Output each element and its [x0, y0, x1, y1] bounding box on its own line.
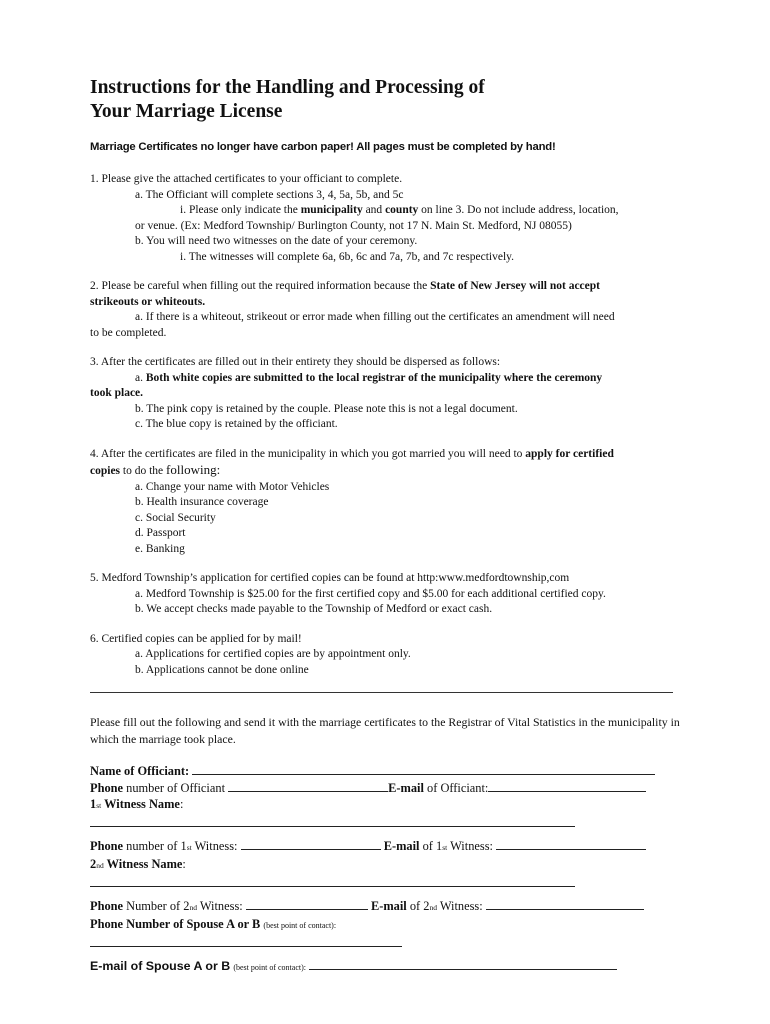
list-item: e. Banking — [135, 542, 185, 555]
officiant-phone-field[interactable] — [228, 779, 388, 792]
section-6: 6. Certified copies can be applied for by mail! a. Applications for certified copies are by appointment only. b. Applications cannot be done online — [90, 632, 411, 676]
witness2-name-field[interactable] — [90, 874, 575, 887]
section-5: 5. Medford Township’s application for certified copies can be found at http:www.medfordtownship,com a. Medford Township is $25.00 for the first certified copy and $5.00 for each additional certified copy. b. We accept checks made payable to the Township of Medford or exact cash. — [90, 572, 606, 615]
officiant-name-field[interactable] — [192, 762, 655, 775]
witness1-phone-field[interactable] — [241, 837, 381, 850]
witness2-email-field[interactable] — [486, 897, 644, 910]
form-intro: Please fill out the following and send it with the marriage certificates to the Registrar of Vital Statistics in the municipality in which the marriage took place. — [90, 715, 680, 746]
witness1-email-field[interactable] — [496, 837, 646, 850]
document-page — [90, 76, 690, 976]
section-1: 1. Please give the attached certificates to your officiant to complete. a. The Officiant will complete sections 3, 4, 5a, 5b, and 5c i. Please only indicate the municipality and county on line 3. Do not include address, location, or venue. (Ex: Medford Township/ Burlington County, not 17 N. Main St. Medford, NJ 08055) b. You will need two witnesses on the date of your ceremony. i. The witnesses will complete 6a, 6b, 6c and 7a, 7b, and 7c respectively. — [90, 173, 619, 263]
section-4: 4. After the certificates are filed in the municipality in which you got married you will need to apply for certified copies to do the following: a. Change your name with Motor Vehicles b. Health insurance coverage c. Social Security d. Passport e. Banking — [90, 447, 690, 558]
officiant-email-field[interactable] — [488, 779, 646, 792]
section-2: 2. Please be careful when filling out the required information because the State of New Jersey will not accept strikeouts or whiteouts. a. If there is a whiteout, strikeout or error made when filling out the certificates an amendment will need to be completed. — [90, 280, 615, 339]
divider — [90, 692, 673, 693]
carbon-paper-notice: Marriage Certificates no longer have carbon paper! All pages must be completed by hand! — [90, 141, 556, 153]
spouse-phone-field[interactable] — [90, 934, 402, 947]
witness2-phone-field[interactable] — [246, 897, 368, 910]
list-item: c. Social Security — [135, 511, 216, 524]
contact-form: Name of Officiant: Phone number of Officiant E-mail of Officiant: 1st Witness Name: Phone number of 1st Witness: E-mail of 1st Witness: 2nd Witness Name: Phone Number of 2nd Witness: E-mail of 2nd Witness: Phone Number of Spouse A or B (best point of contact): E-mail of Spouse A or B (best point of contact): — [90, 762, 690, 976]
list-item: b. Health insurance coverage — [135, 496, 269, 508]
witness1-name-field[interactable] — [90, 814, 575, 827]
list-item: a. Change your name with Motor Vehicles — [135, 480, 330, 493]
spouse-email-field[interactable] — [309, 957, 617, 970]
list-item: d. Passport — [135, 527, 186, 539]
section-3: 3. After the certificates are filled out in their entirety they should be dispersed as follows: a. Both white copies are submitted to the local registrar of the municipality where the ceremony took place. b. The pink copy is retained by the couple. Please note this is not a legal document. c. The blue copy is retained by the officiant. — [90, 356, 603, 430]
document-title: Instructions for the Handling and Processing of Your Marriage License — [90, 77, 485, 122]
